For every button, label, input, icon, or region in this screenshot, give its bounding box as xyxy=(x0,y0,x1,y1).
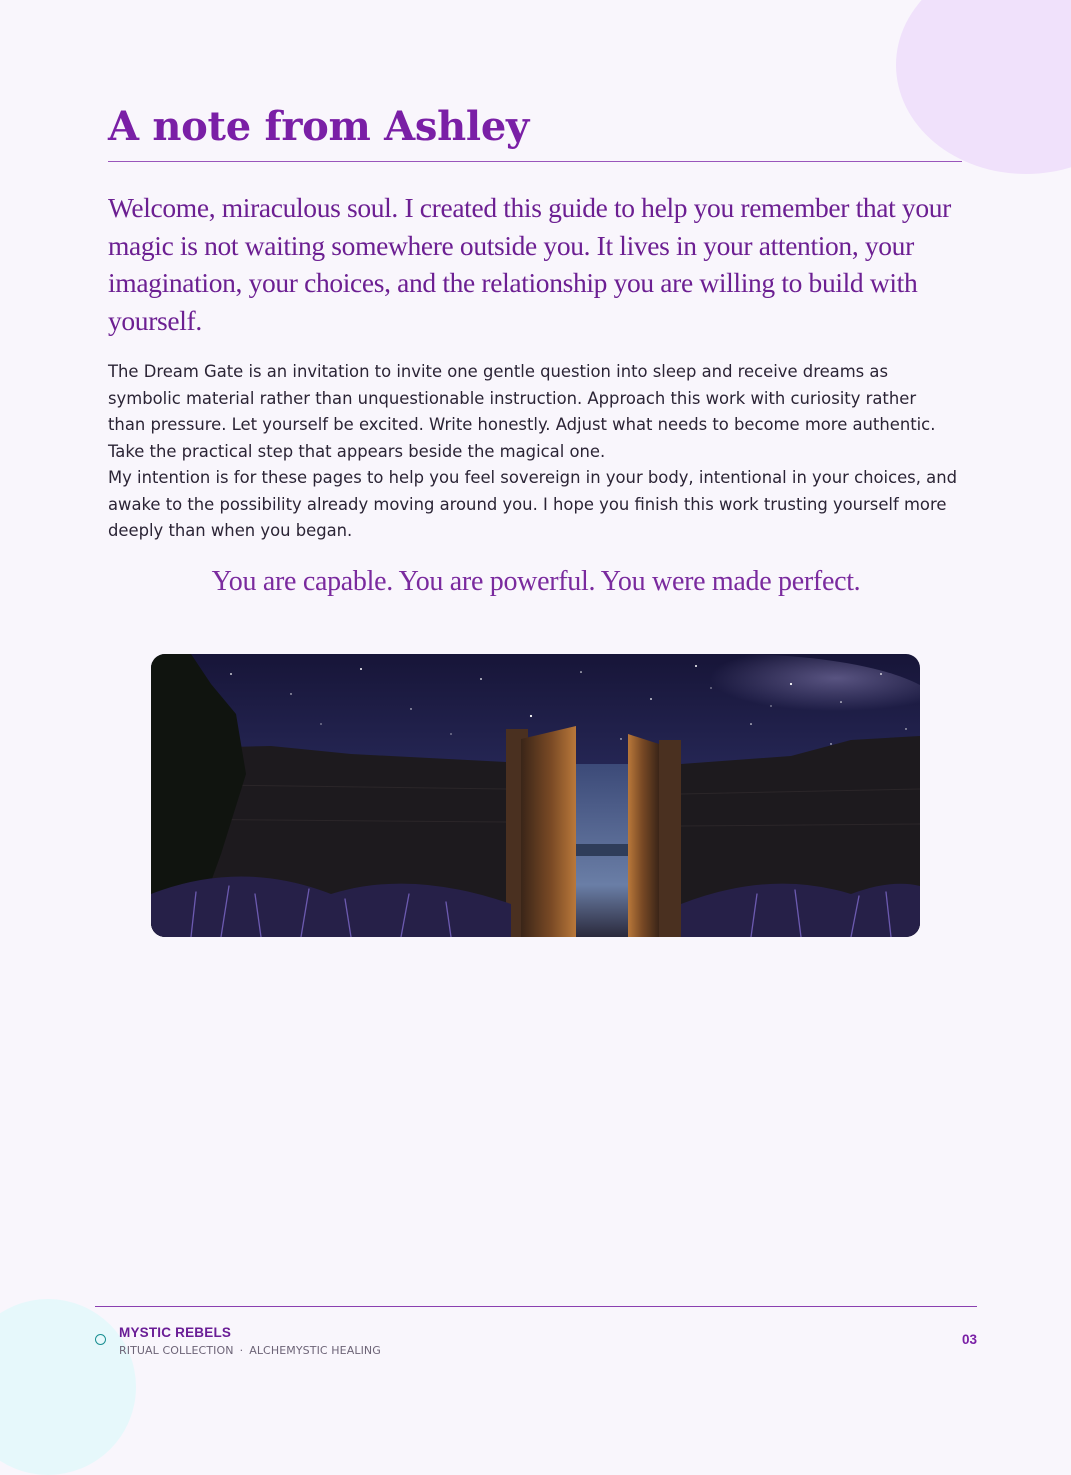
footer-divider xyxy=(95,1306,977,1307)
decorative-circle-top xyxy=(896,0,1071,174)
affirmation-quote: You are capable. You are powerful. You were made perfect. xyxy=(211,566,861,597)
footer-collection: RITUAL COLLECTION xyxy=(119,1344,234,1357)
body-text xyxy=(108,359,958,545)
footer-series: ALCHEMYSTIC HEALING xyxy=(249,1344,381,1357)
body-paragraph: My intention is for these pages to help you feel sovereign in your body, intentional in your choices, and awake to the possibility already moving around you. I hope you finish this work trusting yourself more deeply than when you began. xyxy=(108,468,957,540)
body-paragraph: The Dream Gate is an invitation to invite one gentle question into sleep and receive dreams as symbolic material rather than unquestionable instruction. Approach this work with curiosity rather than pressure. Let yourself be excited. Write honestly. Adjust what needs to become more authentic. Take the practical step that appears beside the magical one. xyxy=(108,362,936,461)
footer-brand: MYSTIC REBELS xyxy=(119,1325,232,1340)
decorative-circle-bottom xyxy=(0,1299,136,1475)
footer-separator: · xyxy=(239,1344,244,1357)
dream-gate-illustration xyxy=(151,654,920,937)
page-title: A note from Ashley xyxy=(108,103,529,150)
page-number: 03 xyxy=(961,1332,977,1347)
circle-ring-icon xyxy=(95,1334,106,1345)
title-divider xyxy=(108,161,962,162)
intro-lead: Welcome, miraculous soul. I created this guide to help you remember that your magic is not waiting somewhere outside you. It lives in your attention, your imagination, your choices, and the relationship you are willing to build with yourself. xyxy=(108,192,951,336)
footer-subline xyxy=(119,1344,381,1357)
